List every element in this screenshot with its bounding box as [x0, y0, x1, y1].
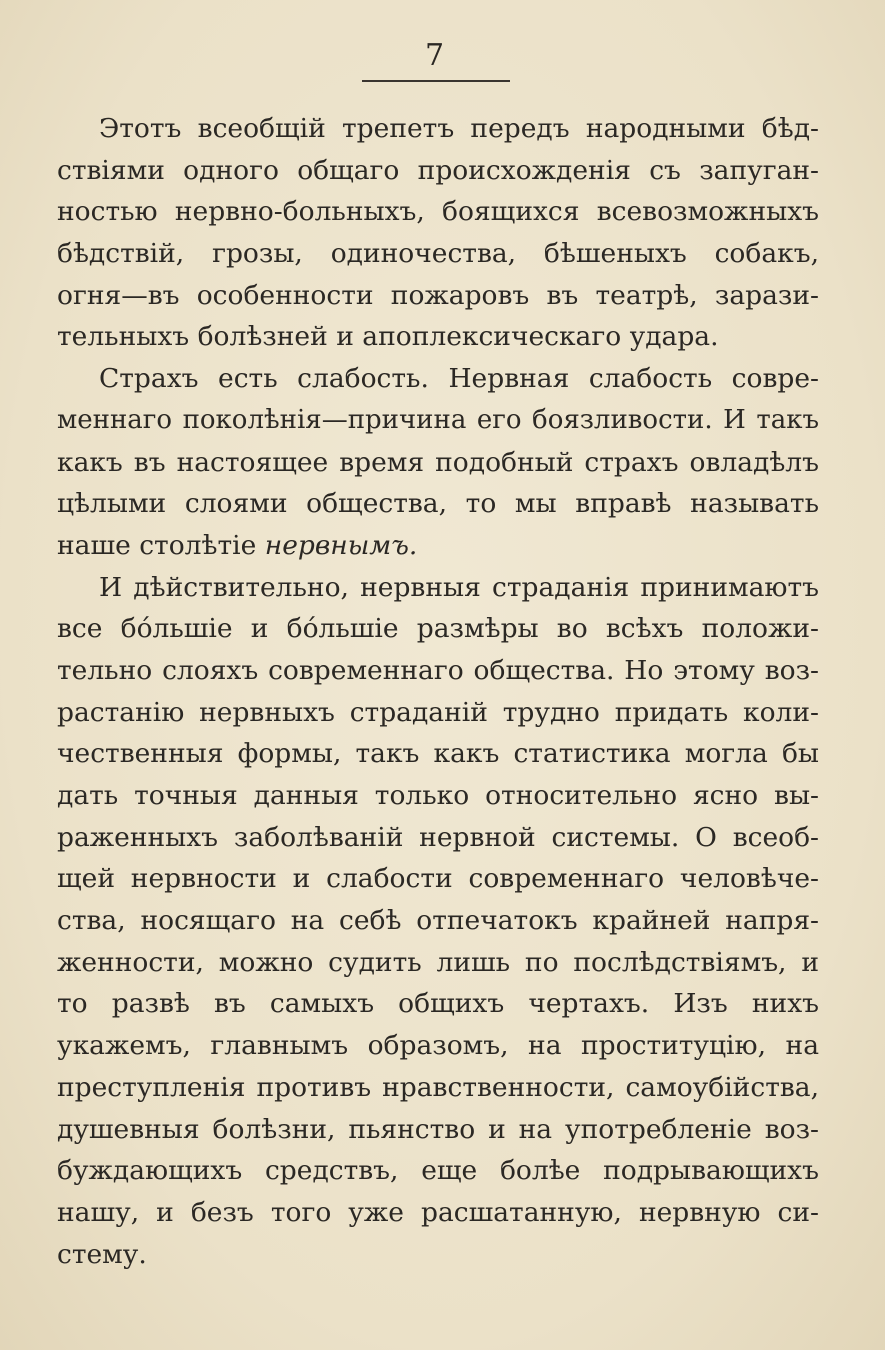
- emphasized-word: нервнымъ.: [264, 529, 418, 561]
- text-line-start: наше столѣтіе: [57, 529, 257, 561]
- text-line: укажемъ, главнымъ образомъ, на проституцію, на: [57, 1030, 819, 1062]
- text-line: чественныя формы, такъ какъ статистика могла бы: [57, 738, 819, 770]
- text-line: Этотъ всеобщій трепетъ передъ народными бѣд-: [99, 113, 819, 144]
- text-line: ностью нервно-больныхъ, боящихся всевозможныхъ: [57, 196, 819, 228]
- text-line: женности, можно судить лишь по послѣдствіямъ, и: [57, 946, 819, 978]
- text-line: какъ въ настоящее время подобный страхъ овладѣлъ: [57, 446, 819, 478]
- text-line: ства, носящаго на себѣ отпечатокъ крайней напря-: [57, 905, 819, 937]
- text-line: раженныхъ заболѣваній нервной системы. О всеоб-: [57, 821, 819, 853]
- text-line: душевныя болѣзни, пьянство и на употребленіе воз-: [57, 1113, 819, 1145]
- text-line: все бóльшіе и бóльшіе размѣры во всѣхъ положи-: [57, 613, 819, 645]
- text-line: растанію нервныхъ страданій трудно придать коли-: [57, 696, 819, 728]
- text-line: дать точныя данныя только относительно ясно вы-: [57, 780, 819, 811]
- text-line: ствіями одного общаго происхожденія съ запуган-: [57, 154, 819, 186]
- text-line: то развѣ въ самыхъ общихъ чертахъ. Изъ нихъ: [57, 988, 819, 1020]
- text-line: цѣлыми слоями общества, то мы вправѣ называть: [57, 488, 819, 520]
- body-text: [57, 108, 819, 1275]
- text-line: огня—въ особенности пожаровъ въ театрѣ, зарази-: [57, 279, 819, 311]
- text-line: меннаго поколѣнія—причина его боязливости. И такъ: [57, 404, 819, 435]
- text-line: щей нервности и слабости современнаго человѣче-: [57, 863, 819, 895]
- text-line: тельно слояхъ современнаго общества. Но этому воз-: [57, 654, 819, 686]
- header-rule: [362, 80, 510, 82]
- page-number: 7: [424, 38, 446, 73]
- text-line: преступленія противъ нравственности, самоубійства,: [57, 1071, 819, 1103]
- text-line: тельныхъ болѣзней и апоплексическаго удара.: [57, 321, 719, 353]
- text-line: буждающихъ средствъ, еще болѣе подрывающихъ: [57, 1155, 819, 1187]
- text-line: нашу, и безъ того уже расшатанную, нервную си-: [57, 1196, 819, 1228]
- text-line: Страхъ есть слабость. Нервная слабость совре-: [99, 363, 819, 395]
- text-line: И дѣйствительно, нервныя страданія принимаютъ: [99, 571, 819, 603]
- text-line: бѣдствій, грозы, одиночества, бѣшеныхъ собакъ,: [57, 238, 819, 270]
- text-line: стему.: [57, 1238, 147, 1270]
- text-line-with-emphasis: [57, 525, 819, 567]
